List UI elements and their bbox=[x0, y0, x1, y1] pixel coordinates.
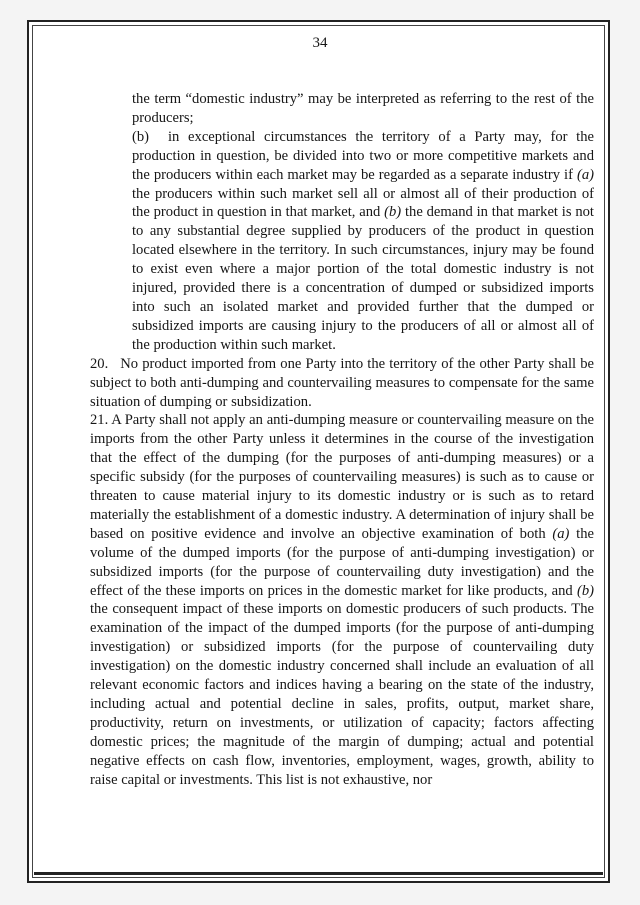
paragraph-b-marker-b: (b) bbox=[384, 204, 402, 221]
page-border-bottom-rule bbox=[34, 872, 603, 875]
paragraph-21-marker-b: (b) bbox=[576, 582, 594, 599]
paragraph-21-text-1: A Party shall not apply an anti-dumping measure or countervailing measure on the imports from the other Party unless it determines in the course of the investigation that the effect of the dumping (for the purposes of anti-dumping measures) or a specific subsidy (for the purposes of countervailing measures) is such as to cause or threaten to cause material injury to its domestic industry or is such as to retard materially the establishment of a domestic industry. A determination of injury shall be based on positive evidence and involve an objective examination of both bbox=[90, 412, 594, 542]
paragraph-21-text-3: the consequent impact of these imports on domestic producers of such products. The examination of the impact of the dumped imports (for the purpose of anti-dumping investigation) or subsidized imports (for the purpose of countervailing duty investigation) on the domestic industry concerned shall include an evaluation of all relevant economic factors and indices having a bearing on the state of the industry, including actual and potential decline in sales, profits, output, market share, productivity, return on investments, or utilization of capacity; factors affecting domestic prices; the magnitude of the margin of dumping; actual and potential negative effects on cash flow, inventories, employment, wages, growth, ability to raise capital or investments. This list is not exhaustive, nor bbox=[90, 601, 594, 788]
paragraph-21-number: 21. bbox=[90, 412, 109, 429]
paragraph-b-label: (b) bbox=[132, 128, 150, 145]
paragraph-20-text: No product imported from one Party into the territory of the other Party shall be subject to both anti-dumping and countervailing measures to compensate for the same situation of dumping or subsidization. bbox=[90, 355, 594, 410]
paragraph-b-text-2: the producers within such market sell all or almost all of their production of the product in question in that market, and bbox=[132, 185, 594, 221]
paragraph-a-continuation bbox=[132, 90, 594, 128]
paragraph-21-text-2: the volume of the dumped imports (for the purpose of anti-dumping investigation) or subsidized imports (for the purpose of countervailing duty investigation) and the effect of the these imports on prices in the domestic market for like products, and bbox=[90, 525, 595, 599]
paragraph-b-text-3: the demand in that market is not to any substantial degree supplied by producers of the product in question located elsewhere in the territory. In such circumstances, injury may be found to exist even where a major portion of the total domestic industry is not injured, provided there is a concentration of dumped or subsidized imports into such an isolated market and provided further that the dumped or subsidized imports are causing injury to the producers of all or almost all of the production within such market. bbox=[132, 204, 594, 353]
document-body bbox=[90, 90, 594, 790]
paragraph-a-text: the term “domestic industry” may be interpreted as referring to the rest of the producers; bbox=[132, 91, 594, 126]
paragraph-21 bbox=[90, 411, 594, 789]
paragraph-b bbox=[132, 128, 594, 355]
paragraph-21-marker-a: (a) bbox=[552, 525, 570, 542]
page-number: 34 bbox=[312, 35, 328, 51]
paragraph-20-number: 20. bbox=[90, 355, 109, 372]
paragraph-20 bbox=[90, 355, 594, 412]
paragraph-b-text-1: in exceptional circumstances the territory of a Party may, for the production in question, be divided into two or more competitive markets and the producers within each market may be regarded as a separate industry if bbox=[132, 128, 594, 183]
paragraph-b-marker-a: (a) bbox=[576, 166, 594, 183]
